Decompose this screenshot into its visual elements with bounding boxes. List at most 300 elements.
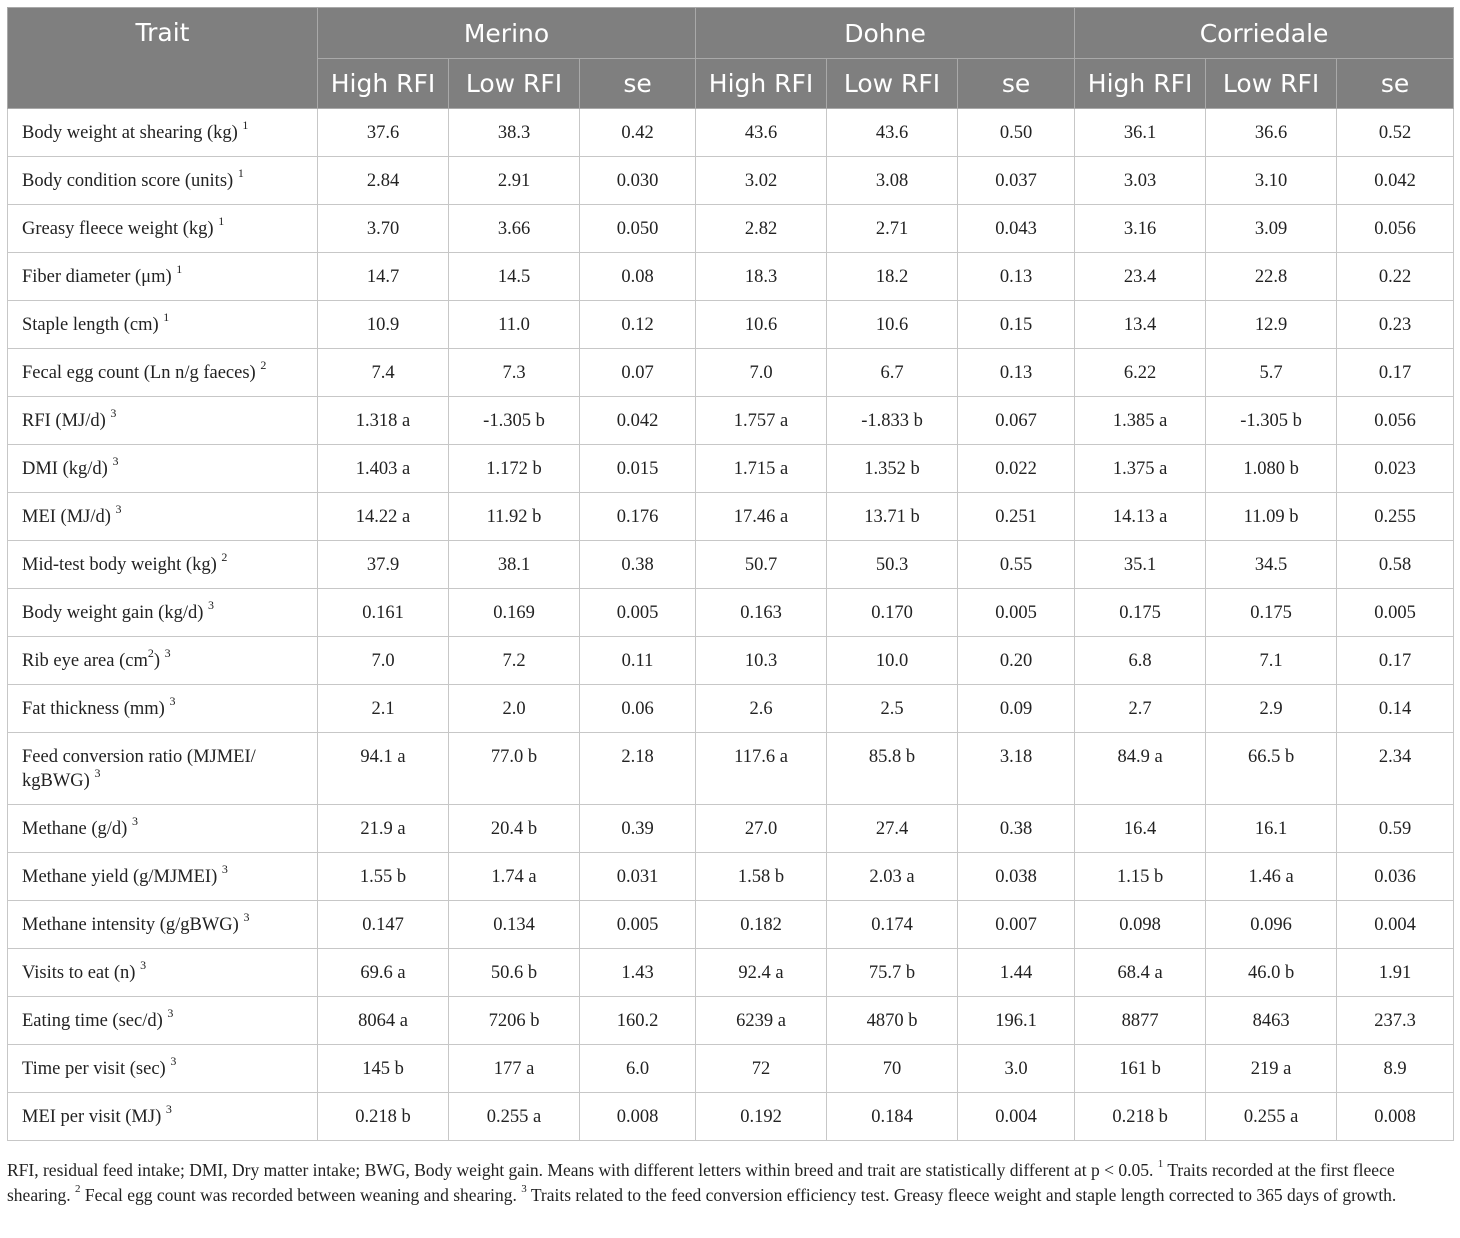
value-cell: 237.3 — [1337, 997, 1454, 1045]
value-cell: 77.0 b — [449, 733, 580, 805]
table-row — [8, 349, 1454, 397]
value-cell: 3.16 — [1075, 205, 1206, 253]
value-cell: 0.043 — [958, 205, 1075, 253]
trait-cell — [8, 733, 318, 805]
footnote-marker: 3 — [167, 1005, 174, 1020]
value-cell: 27.0 — [696, 805, 827, 853]
value-cell: 0.163 — [696, 589, 827, 637]
subheader-low-rfi: Low RFI — [1206, 59, 1337, 109]
value-cell: 20.4 b — [449, 805, 580, 853]
results-table — [7, 7, 1454, 1141]
footnote-marker: 1 — [237, 165, 244, 180]
value-cell: 2.82 — [696, 205, 827, 253]
trait-label: Greasy fleece weight (kg) — [22, 219, 214, 239]
value-cell: 0.22 — [1337, 253, 1454, 301]
value-cell: 66.5 b — [1206, 733, 1337, 805]
footnote-marker: 3 — [169, 693, 176, 708]
value-cell: 2.6 — [696, 685, 827, 733]
value-cell: 2.0 — [449, 685, 580, 733]
value-cell: 21.9 a — [318, 805, 449, 853]
value-cell: 0.056 — [1337, 205, 1454, 253]
value-cell: 14.5 — [449, 253, 580, 301]
value-cell: 0.15 — [958, 301, 1075, 349]
value-cell: 37.6 — [318, 109, 449, 157]
trait-cell — [8, 853, 318, 901]
value-cell: 0.004 — [958, 1093, 1075, 1141]
value-cell: 38.3 — [449, 109, 580, 157]
value-cell: 2.34 — [1337, 733, 1454, 805]
unit-superscript: 2 — [147, 645, 154, 660]
value-cell: 0.06 — [580, 685, 696, 733]
trait-cell — [8, 157, 318, 205]
value-cell: 1.44 — [958, 949, 1075, 997]
trait-cell — [8, 301, 318, 349]
value-cell: 23.4 — [1075, 253, 1206, 301]
table-row — [8, 637, 1454, 685]
value-cell: 1.080 b — [1206, 445, 1337, 493]
table-row — [8, 205, 1454, 253]
value-cell: 11.92 b — [449, 493, 580, 541]
table-row — [8, 541, 1454, 589]
trait-label: Mid-test body weight (kg) — [22, 555, 217, 575]
value-cell: 0.008 — [1337, 1093, 1454, 1141]
value-cell: 10.6 — [696, 301, 827, 349]
value-cell: 7.1 — [1206, 637, 1337, 685]
value-cell: 0.042 — [580, 397, 696, 445]
table-row — [8, 997, 1454, 1045]
value-cell: 6.7 — [827, 349, 958, 397]
footnote-marker: 2 — [221, 549, 228, 564]
value-cell: 0.176 — [580, 493, 696, 541]
trait-label: Visits to eat (n) — [22, 963, 136, 983]
value-cell: 8877 — [1075, 997, 1206, 1045]
footnote-marker: 3 — [94, 765, 101, 780]
value-cell: 0.59 — [1337, 805, 1454, 853]
trait-label: Fiber diameter (μm) — [22, 267, 172, 287]
value-cell: 0.005 — [1337, 589, 1454, 637]
value-cell: 8064 a — [318, 997, 449, 1045]
value-cell: 92.4 a — [696, 949, 827, 997]
value-cell: 3.09 — [1206, 205, 1337, 253]
value-cell: 6.22 — [1075, 349, 1206, 397]
value-cell: 69.6 a — [318, 949, 449, 997]
value-cell: 0.005 — [958, 589, 1075, 637]
value-cell: 85.8 b — [827, 733, 958, 805]
footnote-marker: 2 — [260, 357, 267, 372]
value-cell: 0.005 — [580, 589, 696, 637]
value-cell: 6239 a — [696, 997, 827, 1045]
header-breed-merino: Merino — [318, 8, 696, 59]
trait-label: Methane intensity (g/gBWG) — [22, 915, 239, 935]
value-cell: 1.58 b — [696, 853, 827, 901]
value-cell: 10.3 — [696, 637, 827, 685]
table-row — [8, 685, 1454, 733]
value-cell: 7.3 — [449, 349, 580, 397]
value-cell: 14.7 — [318, 253, 449, 301]
value-cell: 0.134 — [449, 901, 580, 949]
value-cell: 94.1 a — [318, 733, 449, 805]
value-cell: 0.09 — [958, 685, 1075, 733]
value-cell: 0.022 — [958, 445, 1075, 493]
value-cell: 1.757 a — [696, 397, 827, 445]
value-cell: 7.0 — [696, 349, 827, 397]
value-cell: 0.50 — [958, 109, 1075, 157]
value-cell: 0.11 — [580, 637, 696, 685]
footnote-marker: 1 — [218, 213, 225, 228]
value-cell: 1.91 — [1337, 949, 1454, 997]
table-row — [8, 733, 1454, 805]
value-cell: 0.182 — [696, 901, 827, 949]
value-cell: 3.02 — [696, 157, 827, 205]
value-cell: 117.6 a — [696, 733, 827, 805]
value-cell: 0.07 — [580, 349, 696, 397]
trait-cell — [8, 637, 318, 685]
value-cell: 0.175 — [1075, 589, 1206, 637]
value-cell: 12.9 — [1206, 301, 1337, 349]
footnote-marker: 3 — [115, 501, 122, 516]
value-cell: -1.305 b — [449, 397, 580, 445]
value-cell: 0.20 — [958, 637, 1075, 685]
trait-cell — [8, 901, 318, 949]
value-cell: 0.007 — [958, 901, 1075, 949]
value-cell: 0.184 — [827, 1093, 958, 1141]
value-cell: 1.74 a — [449, 853, 580, 901]
footnote-marker: 3 — [110, 405, 117, 420]
subheader-low-rfi: Low RFI — [449, 59, 580, 109]
value-cell: 0.036 — [1337, 853, 1454, 901]
value-cell: 0.55 — [958, 541, 1075, 589]
value-cell: 0.170 — [827, 589, 958, 637]
trait-cell — [8, 685, 318, 733]
table-row — [8, 301, 1454, 349]
trait-cell — [8, 1093, 318, 1141]
value-cell: 84.9 a — [1075, 733, 1206, 805]
value-cell: 1.715 a — [696, 445, 827, 493]
value-cell: 0.098 — [1075, 901, 1206, 949]
value-cell: 3.03 — [1075, 157, 1206, 205]
footnote-marker: 3 — [112, 453, 119, 468]
table-row — [8, 1093, 1454, 1141]
footnote-marker: 3 — [243, 909, 250, 924]
subheader-se: se — [580, 59, 696, 109]
table-row — [8, 109, 1454, 157]
value-cell: 14.22 a — [318, 493, 449, 541]
value-cell: -1.833 b — [827, 397, 958, 445]
footnote-text: Fecal egg count was recorded between weaning and shearing. — [84, 1185, 517, 1205]
footnote-marker: 1 — [163, 309, 170, 324]
value-cell: 8.9 — [1337, 1045, 1454, 1093]
value-cell: 0.08 — [580, 253, 696, 301]
table-row — [8, 445, 1454, 493]
value-cell: 18.2 — [827, 253, 958, 301]
value-cell: 0.17 — [1337, 637, 1454, 685]
value-cell: 0.12 — [580, 301, 696, 349]
header-trait: Trait — [8, 8, 318, 109]
trait-label: RFI (MJ/d) — [22, 411, 106, 431]
value-cell: 7.0 — [318, 637, 449, 685]
header-breed-dohne: Dohne — [696, 8, 1075, 59]
table-row — [8, 901, 1454, 949]
footnote-marker: 3 — [164, 645, 171, 660]
footnote-text: Traits recorded at the first fleece shearing. — [7, 1160, 1395, 1205]
subheader-se: se — [1337, 59, 1454, 109]
value-cell: 10.6 — [827, 301, 958, 349]
trait-cell — [8, 589, 318, 637]
value-cell: 1.55 b — [318, 853, 449, 901]
value-cell: 6.0 — [580, 1045, 696, 1093]
value-cell: 27.4 — [827, 805, 958, 853]
trait-label: Time per visit (sec) — [22, 1059, 166, 1079]
header-breed-corriedale: Corriedale — [1075, 8, 1454, 59]
value-cell: 0.037 — [958, 157, 1075, 205]
value-cell: 196.1 — [958, 997, 1075, 1045]
value-cell: 0.38 — [580, 541, 696, 589]
value-cell: 0.004 — [1337, 901, 1454, 949]
value-cell: 0.030 — [580, 157, 696, 205]
value-cell: 1.375 a — [1075, 445, 1206, 493]
value-cell: 50.3 — [827, 541, 958, 589]
trait-label: Body weight gain (kg/d) — [22, 603, 204, 623]
value-cell: 0.38 — [958, 805, 1075, 853]
value-cell: 1.43 — [580, 949, 696, 997]
footnote-marker: 3 — [221, 861, 228, 876]
value-cell: 10.0 — [827, 637, 958, 685]
table-row — [8, 397, 1454, 445]
value-cell: 1.46 a — [1206, 853, 1337, 901]
subheader-low-rfi: Low RFI — [827, 59, 958, 109]
value-cell: 10.9 — [318, 301, 449, 349]
value-cell: 2.03 a — [827, 853, 958, 901]
value-cell: 43.6 — [827, 109, 958, 157]
value-cell: 13.71 b — [827, 493, 958, 541]
value-cell: 0.023 — [1337, 445, 1454, 493]
value-cell: 0.161 — [318, 589, 449, 637]
value-cell: 0.067 — [958, 397, 1075, 445]
value-cell: 72 — [696, 1045, 827, 1093]
footnote-abbreviations: RFI, residual feed intake; DMI, Dry matter intake; BWG, Body weight gain. Means with different letters within breed and trait are statistically different at p < 0.05. — [7, 1160, 1154, 1180]
value-cell: 3.08 — [827, 157, 958, 205]
table-container — [7, 7, 1453, 1141]
value-cell: 0.23 — [1337, 301, 1454, 349]
subheader-high-rfi: High RFI — [696, 59, 827, 109]
value-cell: 3.0 — [958, 1045, 1075, 1093]
subheader-high-rfi: High RFI — [1075, 59, 1206, 109]
footnote-marker: 3 — [131, 813, 138, 828]
value-cell: 0.13 — [958, 349, 1075, 397]
value-cell: 2.91 — [449, 157, 580, 205]
value-cell: 1.318 a — [318, 397, 449, 445]
value-cell: 4870 b — [827, 997, 958, 1045]
value-cell: 0.192 — [696, 1093, 827, 1141]
trait-label: Eating time (sec/d) — [22, 1011, 163, 1031]
trait-cell — [8, 997, 318, 1045]
trait-cell — [8, 253, 318, 301]
trait-cell — [8, 541, 318, 589]
value-cell: 3.18 — [958, 733, 1075, 805]
value-cell: 16.1 — [1206, 805, 1337, 853]
value-cell: 43.6 — [696, 109, 827, 157]
table-row — [8, 853, 1454, 901]
footnote-marker: 3 — [165, 1101, 172, 1116]
value-cell: 1.385 a — [1075, 397, 1206, 445]
value-cell: 5.7 — [1206, 349, 1337, 397]
footnote-text: Traits related to the feed conversion efficiency test. Greasy fleece weight and staple length corrected to 365 days of growth. — [530, 1185, 1397, 1205]
trait-label: Fecal egg count (Ln n/g faeces) — [22, 363, 256, 383]
value-cell: 0.39 — [580, 805, 696, 853]
value-cell: 0.147 — [318, 901, 449, 949]
value-cell: 35.1 — [1075, 541, 1206, 589]
value-cell: 1.352 b — [827, 445, 958, 493]
footnote-marker: 3 — [521, 1183, 527, 1196]
footnote-marker: 1 — [1157, 1158, 1164, 1171]
value-cell: 3.70 — [318, 205, 449, 253]
value-cell: 177 a — [449, 1045, 580, 1093]
value-cell: 50.7 — [696, 541, 827, 589]
value-cell: 2.84 — [318, 157, 449, 205]
trait-label: Methane yield (g/MJMEI) — [22, 867, 218, 887]
trait-label: Rib eye area (cm — [22, 651, 148, 671]
trait-label: Fat thickness (mm) — [22, 699, 165, 719]
value-cell: 2.7 — [1075, 685, 1206, 733]
value-cell: 50.6 b — [449, 949, 580, 997]
value-cell: 0.14 — [1337, 685, 1454, 733]
value-cell: 161 b — [1075, 1045, 1206, 1093]
value-cell: 11.09 b — [1206, 493, 1337, 541]
trait-cell — [8, 349, 318, 397]
footnote-marker: 1 — [242, 117, 249, 132]
value-cell: 37.9 — [318, 541, 449, 589]
value-cell: 34.5 — [1206, 541, 1337, 589]
value-cell: 160.2 — [580, 997, 696, 1045]
value-cell: 22.8 — [1206, 253, 1337, 301]
value-cell: 75.7 b — [827, 949, 958, 997]
table-footnote — [7, 1158, 1453, 1208]
value-cell: 0.218 b — [1075, 1093, 1206, 1141]
value-cell: 0.042 — [1337, 157, 1454, 205]
trait-cell — [8, 1045, 318, 1093]
table-header — [8, 8, 1454, 109]
table-row — [8, 805, 1454, 853]
value-cell: 0.096 — [1206, 901, 1337, 949]
value-cell: 1.15 b — [1075, 853, 1206, 901]
value-cell: 1.403 a — [318, 445, 449, 493]
value-cell: 2.5 — [827, 685, 958, 733]
value-cell: 0.13 — [958, 253, 1075, 301]
footnote-marker: 1 — [176, 261, 183, 276]
value-cell: 11.0 — [449, 301, 580, 349]
value-cell: 0.58 — [1337, 541, 1454, 589]
value-cell: 3.66 — [449, 205, 580, 253]
value-cell: 0.038 — [958, 853, 1075, 901]
trait-label: Body weight at shearing (kg) — [22, 123, 238, 143]
value-cell: 7.4 — [318, 349, 449, 397]
value-cell: 70 — [827, 1045, 958, 1093]
trait-label: MEI per visit (MJ) — [22, 1107, 162, 1127]
value-cell: 0.218 b — [318, 1093, 449, 1141]
value-cell: 0.255 a — [1206, 1093, 1337, 1141]
value-cell: 13.4 — [1075, 301, 1206, 349]
trait-label: Methane (g/d) — [22, 819, 128, 839]
value-cell: 7206 b — [449, 997, 580, 1045]
footnote-marker: 3 — [170, 1053, 177, 1068]
table-row — [8, 1045, 1454, 1093]
value-cell: 46.0 b — [1206, 949, 1337, 997]
value-cell: 2.71 — [827, 205, 958, 253]
value-cell: 0.056 — [1337, 397, 1454, 445]
trait-cell — [8, 397, 318, 445]
value-cell: 36.1 — [1075, 109, 1206, 157]
trait-cell — [8, 949, 318, 997]
trait-label: Feed conversion ratio (MJMEI/ kgBWG) — [22, 747, 256, 791]
value-cell: 0.005 — [580, 901, 696, 949]
trait-label-tail: ) — [153, 651, 161, 671]
trait-cell — [8, 445, 318, 493]
footnote-marker: 3 — [140, 957, 147, 972]
value-cell: 0.174 — [827, 901, 958, 949]
trait-label: MEI (MJ/d) — [22, 507, 111, 527]
value-cell: 0.42 — [580, 109, 696, 157]
trait-cell — [8, 109, 318, 157]
value-cell: 38.1 — [449, 541, 580, 589]
footnote-marker: 3 — [208, 597, 215, 612]
value-cell: 0.251 — [958, 493, 1075, 541]
value-cell: 0.255 a — [449, 1093, 580, 1141]
table-body — [8, 109, 1454, 1141]
trait-cell — [8, 493, 318, 541]
subheader-se: se — [958, 59, 1075, 109]
value-cell: 0.169 — [449, 589, 580, 637]
value-cell: 0.031 — [580, 853, 696, 901]
value-cell: 6.8 — [1075, 637, 1206, 685]
value-cell: 1.172 b — [449, 445, 580, 493]
value-cell: 2.18 — [580, 733, 696, 805]
value-cell: 14.13 a — [1075, 493, 1206, 541]
value-cell: 0.175 — [1206, 589, 1337, 637]
trait-cell — [8, 805, 318, 853]
value-cell: 17.46 a — [696, 493, 827, 541]
value-cell: 7.2 — [449, 637, 580, 685]
value-cell: 0.015 — [580, 445, 696, 493]
trait-cell — [8, 205, 318, 253]
table-row — [8, 589, 1454, 637]
value-cell: 2.9 — [1206, 685, 1337, 733]
subheader-high-rfi: High RFI — [318, 59, 449, 109]
value-cell: 68.4 a — [1075, 949, 1206, 997]
value-cell: 0.050 — [580, 205, 696, 253]
table-row — [8, 253, 1454, 301]
value-cell: 16.4 — [1075, 805, 1206, 853]
value-cell: 0.17 — [1337, 349, 1454, 397]
value-cell: 8463 — [1206, 997, 1337, 1045]
value-cell: 219 a — [1206, 1045, 1337, 1093]
table-row — [8, 949, 1454, 997]
footnote-marker: 2 — [75, 1183, 81, 1196]
value-cell: 0.52 — [1337, 109, 1454, 157]
value-cell: 0.008 — [580, 1093, 696, 1141]
value-cell: 36.6 — [1206, 109, 1337, 157]
value-cell: 2.1 — [318, 685, 449, 733]
table-row — [8, 493, 1454, 541]
trait-label: Body condition score (units) — [22, 171, 234, 191]
value-cell: 18.3 — [696, 253, 827, 301]
trait-label: Staple length (cm) — [22, 315, 159, 335]
value-cell: 3.10 — [1206, 157, 1337, 205]
table-row — [8, 157, 1454, 205]
value-cell: 0.255 — [1337, 493, 1454, 541]
trait-label: DMI (kg/d) — [22, 459, 108, 479]
value-cell: -1.305 b — [1206, 397, 1337, 445]
value-cell: 145 b — [318, 1045, 449, 1093]
